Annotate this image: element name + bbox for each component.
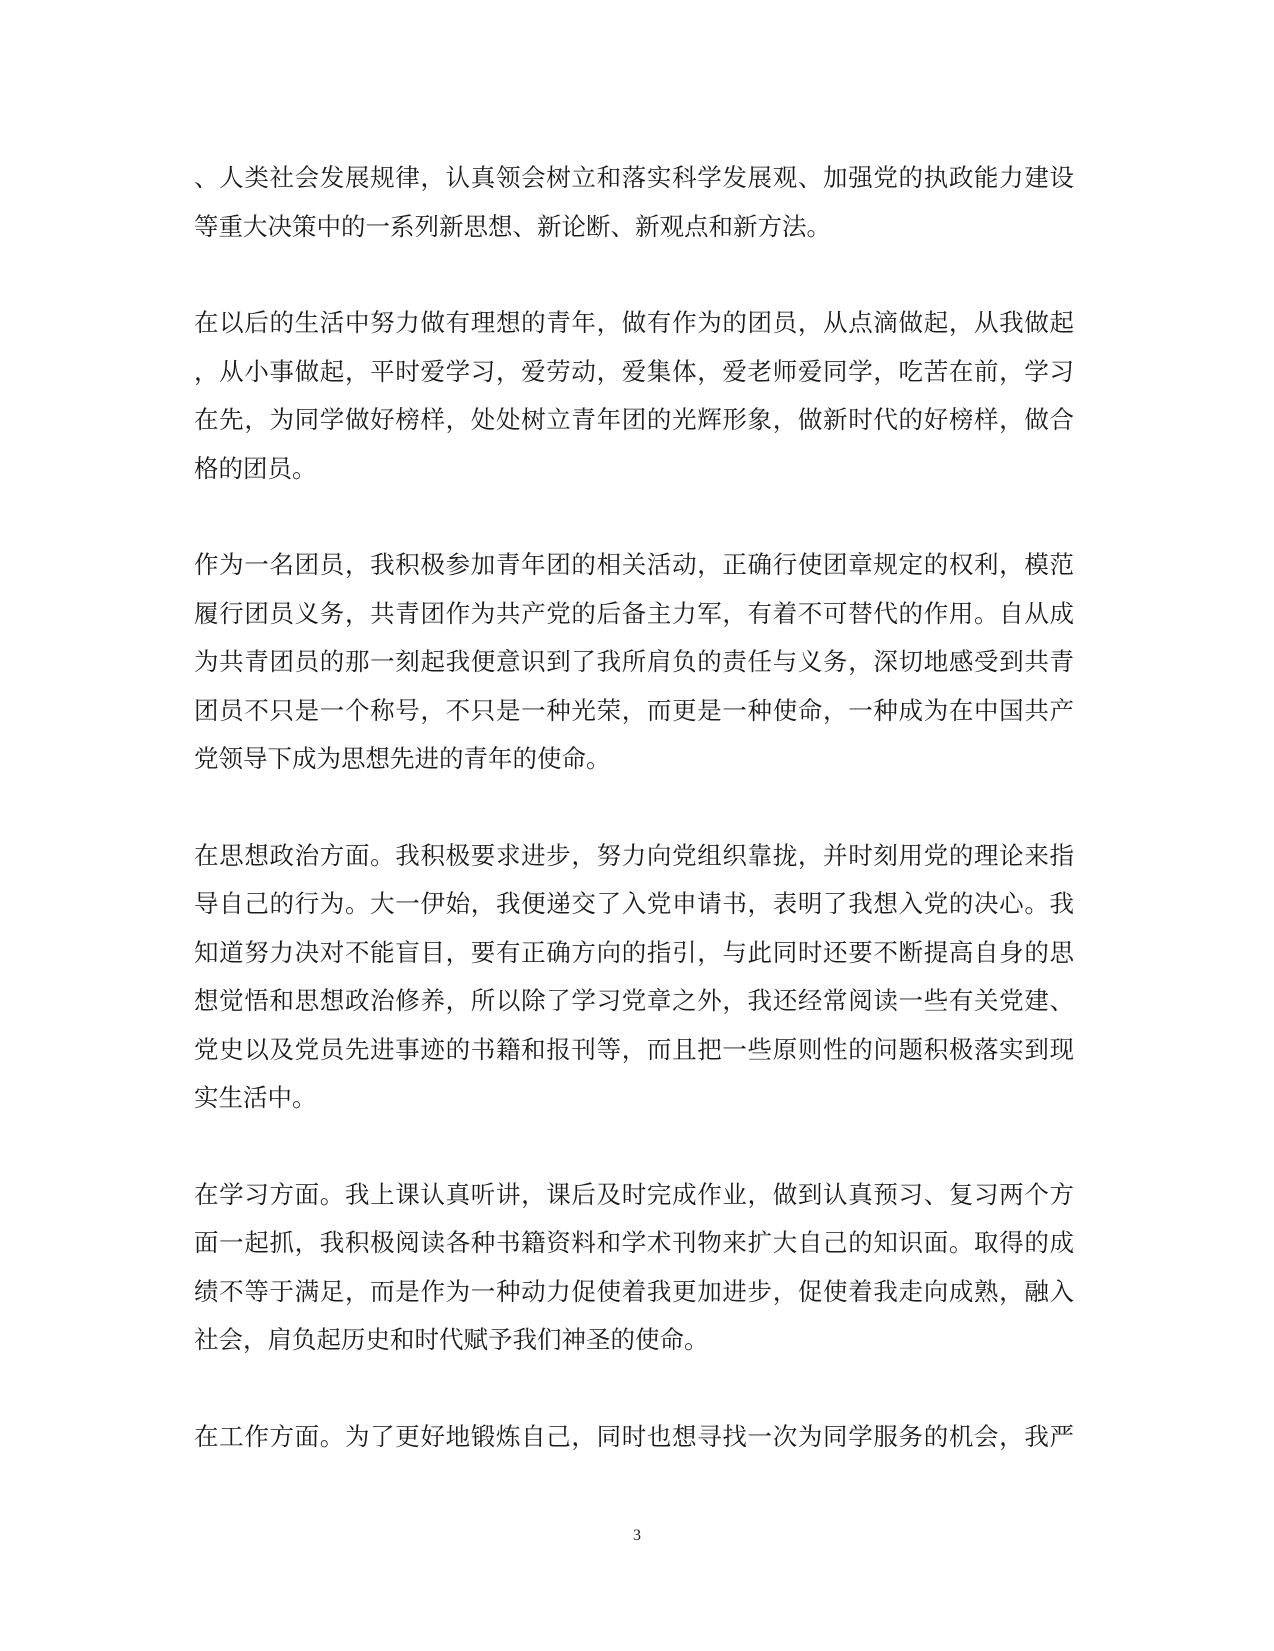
text-line: 为共青团员的那一刻起我便意识到了我所肩负的责任与义务，深切地感受到共青: [194, 647, 1074, 676]
text-line: 履行团员义务，共青团作为共产党的后备主力军，有着不可替代的作用。自从成: [194, 598, 1074, 628]
text-line: 社会，肩负起历史和时代赋予我们神圣的使命。: [194, 1325, 709, 1354]
document-body: [194, 154, 1074, 1509]
text-line: 等重大决策中的一系列新思想、新论断、新观点和新方法。: [194, 211, 831, 241]
text-line: 、人类社会发展规律，认真领会树立和落实科学发展观、加强党的执政能力建设: [194, 163, 1074, 192]
text-line: 绩不等于满足，而是作为一种动力促使着我更加进步，促使着我走向成熟，融入: [194, 1276, 1074, 1306]
text-line: 作为一名团员，我积极参加青年团的相关活动，正确行使团章规定的权利，模范: [194, 550, 1074, 579]
text-line: 在学习方面。我上课认真听讲，课后及时完成作业，做到认真预习、复习两个方: [194, 1179, 1074, 1209]
text-line: 格的团员。: [194, 453, 317, 483]
text-line: 党史以及党员先进事迹的书籍和报刊等，而且把一些原则性的问题积极落实到现: [194, 1034, 1074, 1064]
paragraph: [194, 832, 1074, 1123]
page-number: 3: [633, 1527, 641, 1544]
text-line: 在以后的生活中努力做有理想的青年，做有作为的团员，从点滴做起，从我做起: [194, 308, 1074, 337]
paragraph: [194, 1171, 1074, 1365]
text-line: 导自己的行为。大一伊始，我便递交了入党申请书，表明了我想入党的决心。我: [194, 889, 1074, 918]
text-line: 实生活中。: [194, 1083, 317, 1112]
text-line: 面一起抓，我积极阅读各种书籍资料和学术刊物来扩大自己的知识面。取得的成: [194, 1228, 1074, 1257]
text-line: 在工作方面。为了更好地锻炼自己，同时也想寻找一次为同学服务的机会，我严: [194, 1421, 1074, 1451]
text-line: ，从小事做起，平时爱学习，爱劳动，爱集体，爱老师爱同学，吃苦在前，学习: [194, 356, 1074, 386]
paragraph: [194, 154, 1074, 251]
text-line: 党领导下成为思想先进的青年的使命。: [194, 744, 611, 773]
paragraph: [194, 299, 1074, 493]
paragraph: [194, 541, 1074, 784]
text-line: 在思想政治方面。我积极要求进步，努力向党组织靠拢，并时刻用党的理论来指: [194, 840, 1074, 870]
text-line: 知道努力决对不能盲目，要有正确方向的指引，与此同时还要不断提高自身的思: [194, 937, 1074, 967]
text-line: 团员不只是一个称号，不只是一种光荣，而更是一种使命，一种成为在中国共产: [194, 695, 1074, 725]
text-line: 想觉悟和思想政治修养，所以除了学习党章之外，我还经常阅读一些有关党建、: [194, 986, 1074, 1015]
paragraph: [194, 1413, 1074, 1462]
text-line: 在先，为同学做好榜样，处处树立青年团的光辉形象，做新时代的好榜样，做合: [194, 405, 1074, 434]
